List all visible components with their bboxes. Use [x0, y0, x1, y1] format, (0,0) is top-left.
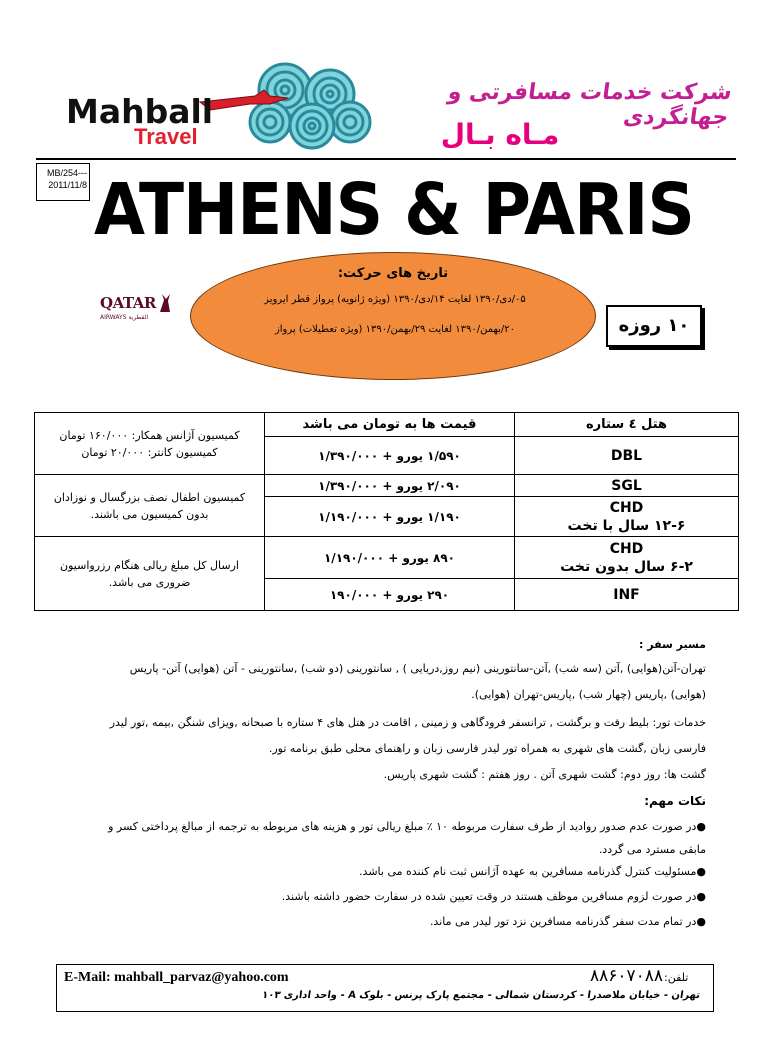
footer-email: E-Mail: mahball_parvaz@yahoo.com [64, 970, 289, 985]
room-cell [515, 537, 739, 579]
payment-note-cell [35, 537, 265, 611]
room-subtitle: ۶-۲ سال بدون تخت [560, 558, 693, 575]
duration-badge: ۱۰ روزه [606, 305, 702, 347]
note-1b: مابقی مسترد می گردد. [598, 843, 706, 856]
services-line-2: فارسی زبان ,گشت های شهری به همراه تور لیدر فارسی زبان و راهنمای محلی طبق برنامه تور. [268, 742, 706, 755]
company-subtitle: مـاه بـال [440, 118, 560, 151]
table-row [35, 475, 739, 497]
room-type: DBL [610, 447, 643, 464]
commission-note-cell [35, 413, 265, 475]
route-title: مسیر سفر : [639, 638, 706, 651]
reference-date: 2011/11/8 [48, 180, 87, 190]
header-divider [36, 158, 736, 160]
airline-logo [100, 292, 184, 330]
table-row [35, 537, 739, 579]
phone-number: ۸۸۶۰۷۰۸۸ [590, 966, 664, 986]
room-type: CHD [609, 499, 644, 516]
notes-title: نکات مهم: [644, 794, 706, 808]
tours-line: گشت ها: روز دوم: گشت شهری آتن . روز هفتم : گشت شهری پاریس. [383, 768, 706, 781]
airline-subtext: AIRWAYS القطرية [100, 314, 149, 321]
logo-text: Mahball [66, 92, 214, 131]
note-2: ●مسئولیت کنترل گذرنامه مسافرین به عهده آژانس ثبت نام کننده می باشد. [359, 865, 706, 878]
hotel-header: هتل ٤ ستاره [515, 413, 739, 437]
payment-note-line-2: ضروری می باشد. [108, 575, 191, 589]
commission-counter: کمیسیون کانتر: ۲۰/۰۰۰ تومان [81, 445, 218, 459]
logo-subtext: Travel [134, 124, 198, 149]
services-line-1: خدمات تور: بلیط رفت و برگشت , ترانسفر فرودگاهی و زمینی , اقامت در هتل های ۴ ستاره با صبحانه ,ویزای شنگن ,بیمه ,تور لیدر [109, 716, 706, 729]
price-cell: ۸۹۰ یورو + ۱/۱۹۰/۰۰۰ [265, 537, 515, 579]
price-header: قیمت ها به تومان می باشد [265, 413, 515, 437]
payment-note-line-1: ارسال کل مبلغ ریالی هنگام رزرواسیون [60, 558, 239, 572]
oryx-icon [158, 292, 172, 314]
note-4: ●در تمام مدت سفر گذرنامه مسافرین نزد تور لیدر می ماند. [429, 915, 706, 928]
departure-line-2: ۲۰/بهمن/۱۳۹۰ لغایت ۲۹/بهمن/۱۳۹۰ (ویژه تعطیلات) پرواز [274, 324, 516, 335]
child-commission-line-2: بدون کمیسیون می باشند. [90, 507, 209, 521]
company-title: شرکت خدمات مسافرتی و جهانگردی [446, 80, 734, 130]
room-subtitle: ۱۲-۶ سال با تخت [567, 517, 686, 534]
child-commission-line-1: کمیسیون اطفال نصف بزرگسال و نوزادان [53, 490, 246, 504]
price-cell: ۱/۱۹۰ یورو + ۱/۱۹۰/۰۰۰ [265, 497, 515, 537]
child-commission-note-cell [35, 475, 265, 537]
price-cell: ۲/۰۹۰ یورو + ۱/۳۹۰/۰۰۰ [265, 475, 515, 497]
table-row [35, 413, 739, 437]
room-cell [515, 475, 739, 497]
room-cell [515, 579, 739, 611]
room-type: INF [613, 586, 640, 603]
room-cell [515, 497, 739, 537]
route-line-2: (هوایی) ,پاریس (چهار شب) ,پاریس-تهران (هوایی). [471, 688, 706, 701]
commission-agency: کمیسیون آژانس همکار: ۱۶۰/۰۰۰ تومان [59, 428, 240, 442]
room-type: SGL [611, 477, 642, 494]
note-3: ●در صورت لزوم مسافرین موظف هستند در وقت تعیین شده در سفارت حضور داشته باشند. [281, 890, 706, 903]
price-cell: ۲۹۰ یورو + ۱۹۰/۰۰۰ [265, 579, 515, 611]
page-title: ATHENS & PARIS [94, 168, 694, 252]
price-cell: ۱/۵۹۰ یورو + ۱/۳۹۰/۰۰۰ [265, 437, 515, 475]
phone-label: تلفن: [664, 971, 689, 984]
room-cell [515, 437, 739, 475]
departure-title: تاریخ های حرکت: [337, 266, 449, 281]
airline-name: QATAR [100, 294, 156, 312]
footer-address: تهران - خیابان ملاصدرا - کردستان شمالی - مجتمع پارک پرنس - بلوک A - واحد اداری ۱۰۳ [261, 990, 701, 1001]
route-line-1: تهران-آتن(هوایی) ,آتن (سه شب) ,آتن-سانتورینی (نیم روز,دریایی ) , سانتورینی (دو شب) ,سانتورینی - آتن (هوایی) آتن- پاریس [129, 662, 706, 675]
price-table [34, 412, 739, 611]
room-type: CHD [609, 540, 644, 557]
reference-code: MB/254--- [46, 168, 87, 178]
note-1a: ●در صورت عدم صدور روادید از طرف سفارت مربوطه ۱۰ ٪ مبلغ ریالی تور و هزینه های مربوطه به ترجمه از مبالغ پرداختی کسر و [108, 820, 706, 833]
reference-box [36, 163, 90, 201]
departure-line-1: ۰۵/دی/۱۳۹۰ لغایت ۱۴/دی/۱۳۹۰ (ویژه ژانویه) پرواز قطر ایرویز [264, 294, 526, 305]
